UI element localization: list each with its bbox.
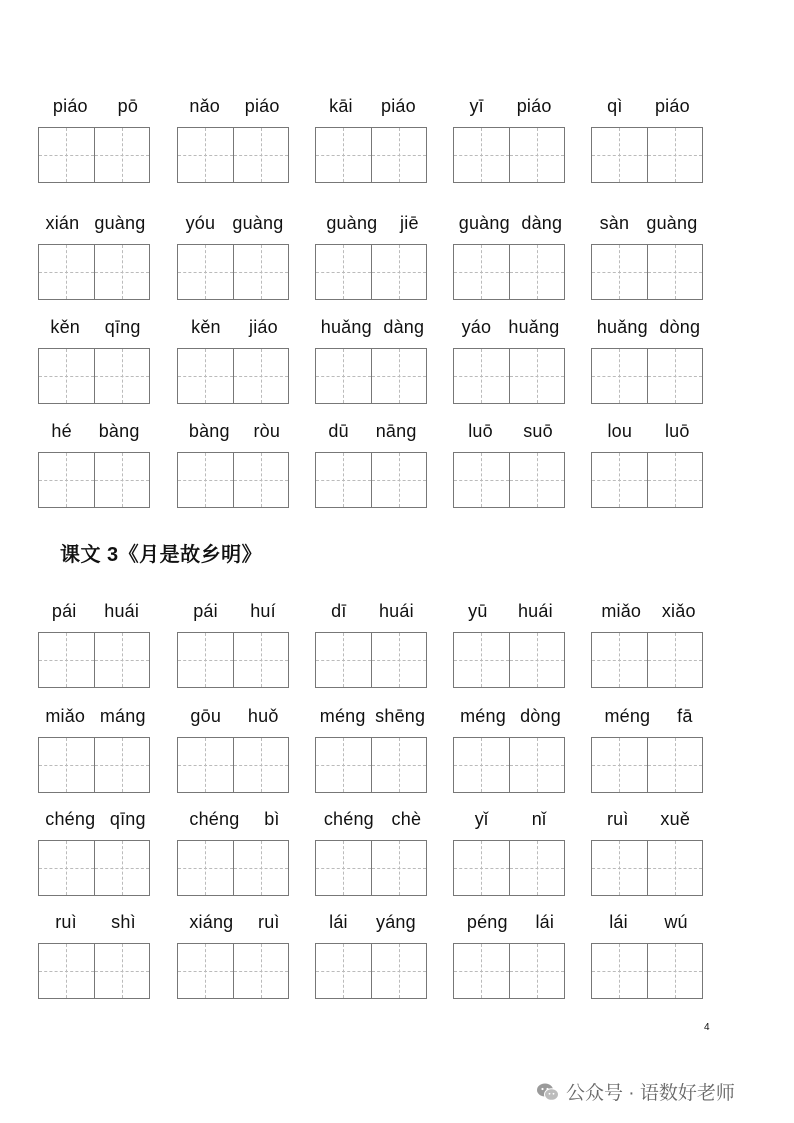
word-cell [591, 598, 706, 688]
tianzige-square[interactable] [509, 245, 565, 299]
pinyin-syllable: huái [378, 600, 414, 621]
pinyin-label [177, 598, 292, 624]
word-cell [591, 93, 706, 183]
pinyin-syllable: chè [391, 808, 422, 829]
tianzige-square[interactable] [509, 128, 565, 182]
pinyin-label [38, 93, 153, 119]
pinyin-syllable: bàng [98, 420, 140, 441]
worksheet-row [0, 418, 794, 508]
tianzige-square[interactable] [454, 128, 509, 182]
pinyin-syllable: máng [99, 705, 146, 726]
tianzige-square[interactable] [178, 453, 233, 507]
word-cell [591, 806, 706, 896]
writing-box[interactable] [177, 632, 289, 688]
tianzige-square[interactable] [316, 841, 371, 895]
tianzige-square[interactable] [316, 453, 371, 507]
pinyin-syllable: huái [104, 600, 140, 621]
word-cell [591, 418, 706, 508]
word-cell [453, 598, 568, 688]
word-cell [315, 598, 430, 688]
pinyin-syllable: sàn [599, 212, 630, 233]
pinyin-label [177, 93, 292, 119]
tianzige-square[interactable] [94, 128, 150, 182]
worksheet-row [0, 909, 794, 999]
tianzige-square[interactable] [94, 944, 150, 998]
pinyin-syllable: shì [111, 911, 136, 932]
tianzige-square[interactable] [647, 128, 703, 182]
pinyin-label [591, 703, 706, 729]
word-cell [177, 93, 292, 183]
pinyin-syllable: piáo [244, 95, 280, 116]
tianzige-square[interactable] [39, 841, 94, 895]
writing-box[interactable] [591, 452, 703, 508]
section-title: 课文 3《月是故乡明》 [60, 544, 263, 566]
pinyin-syllable: xián [45, 212, 80, 233]
word-cell [177, 703, 292, 793]
tianzige-square[interactable] [233, 633, 289, 687]
writing-box[interactable] [453, 452, 565, 508]
pinyin-syllable: nāng [375, 420, 417, 441]
word-cell [177, 598, 292, 688]
writing-box[interactable] [591, 127, 703, 183]
word-cell [177, 314, 292, 404]
tianzige-square[interactable] [371, 453, 427, 507]
tianzige-square[interactable] [454, 349, 509, 403]
tianzige-square[interactable] [233, 128, 289, 182]
pinyin-syllable: ruì [258, 911, 280, 932]
pinyin-syllable: huǎng [508, 316, 560, 337]
word-cell [177, 418, 292, 508]
writing-box[interactable] [177, 943, 289, 999]
writing-box[interactable] [177, 348, 289, 404]
tianzige-square[interactable] [39, 128, 94, 182]
pinyin-syllable: dū [328, 420, 349, 441]
pinyin-syllable: yóu [185, 212, 216, 233]
writing-box[interactable] [315, 840, 427, 896]
word-cell [453, 210, 568, 300]
pinyin-syllable: kěn [191, 316, 221, 337]
word-cell [453, 909, 568, 999]
pinyin-syllable: guàng [94, 212, 146, 233]
pinyin-label [315, 418, 430, 444]
pinyin-syllable: guàng [646, 212, 698, 233]
tianzige-square[interactable] [178, 245, 233, 299]
pinyin-syllable: dàng [521, 212, 563, 233]
pinyin-syllable: xuě [660, 808, 691, 829]
tianzige-square[interactable] [509, 944, 565, 998]
word-cell [591, 909, 706, 999]
writing-box[interactable] [38, 127, 150, 183]
pinyin-syllable: guàng [326, 212, 378, 233]
pinyin-syllable: lái [535, 911, 555, 932]
pinyin-label [38, 806, 153, 832]
word-cell [38, 314, 153, 404]
pinyin-syllable: yū [468, 600, 488, 621]
writing-box[interactable] [591, 840, 703, 896]
pinyin-label [38, 314, 153, 340]
pinyin-label [591, 93, 706, 119]
writing-box[interactable] [38, 943, 150, 999]
tianzige-square[interactable] [647, 245, 703, 299]
pinyin-syllable: kāi [329, 95, 353, 116]
worksheet-row [0, 703, 794, 793]
pinyin-label [591, 210, 706, 236]
writing-box[interactable] [315, 127, 427, 183]
pinyin-syllable: ruì [55, 911, 77, 932]
pinyin-syllable: piáo [516, 95, 552, 116]
word-cell [591, 210, 706, 300]
pinyin-syllable: méng [319, 705, 366, 726]
tianzige-square[interactable] [647, 944, 703, 998]
word-cell [38, 418, 153, 508]
pinyin-syllable: pō [117, 95, 139, 116]
tianzige-square[interactable] [94, 245, 150, 299]
pinyin-syllable: chéng [189, 808, 240, 829]
pinyin-label [38, 210, 153, 236]
tianzige-square[interactable] [647, 453, 703, 507]
pinyin-label [315, 703, 430, 729]
tianzige-square[interactable] [509, 841, 565, 895]
tianzige-square[interactable] [316, 944, 371, 998]
writing-box[interactable] [177, 737, 289, 793]
tianzige-square[interactable] [233, 453, 289, 507]
tianzige-square[interactable] [592, 738, 647, 792]
tianzige-square[interactable] [233, 349, 289, 403]
worksheet-row [0, 93, 794, 183]
writing-box[interactable] [453, 943, 565, 999]
pinyin-label [453, 314, 568, 340]
writing-box[interactable] [591, 737, 703, 793]
writing-box[interactable] [315, 943, 427, 999]
tianzige-square[interactable] [233, 738, 289, 792]
tianzige-square[interactable] [509, 738, 565, 792]
pinyin-syllable: xiǎo [661, 600, 696, 621]
pinyin-syllable: suō [523, 420, 553, 441]
writing-box[interactable] [38, 737, 150, 793]
tianzige-square[interactable] [371, 349, 427, 403]
pinyin-syllable: luō [664, 420, 690, 441]
pinyin-syllable: bì [264, 808, 280, 829]
pinyin-syllable: jiáo [249, 316, 278, 337]
tianzige-square[interactable] [39, 738, 94, 792]
writing-box[interactable] [453, 632, 565, 688]
pinyin-syllable: nǎo [189, 95, 221, 116]
writing-box[interactable] [38, 348, 150, 404]
pinyin-syllable: lái [609, 911, 628, 932]
footer-text: 公众号 · 语数好老师 [566, 1083, 735, 1104]
writing-box[interactable] [177, 244, 289, 300]
tianzige-square[interactable] [647, 841, 703, 895]
pinyin-label [38, 418, 153, 444]
tianzige-square[interactable] [178, 349, 233, 403]
tianzige-square[interactable] [371, 245, 427, 299]
tianzige-square[interactable] [371, 633, 427, 687]
writing-box[interactable] [453, 840, 565, 896]
pinyin-syllable: kěn [50, 316, 80, 337]
tianzige-square[interactable] [592, 128, 647, 182]
tianzige-square[interactable] [509, 633, 565, 687]
worksheet-row [0, 806, 794, 896]
tianzige-square[interactable] [316, 349, 371, 403]
tianzige-square[interactable] [647, 349, 703, 403]
pinyin-label [315, 598, 430, 624]
tianzige-square[interactable] [316, 128, 371, 182]
word-cell [38, 909, 153, 999]
word-cell [38, 93, 153, 183]
tianzige-square[interactable] [233, 841, 289, 895]
pinyin-syllable: méng [604, 705, 651, 726]
tianzige-square[interactable] [371, 128, 427, 182]
word-cell [453, 314, 568, 404]
word-cell [38, 806, 153, 896]
pinyin-syllable: piáo [52, 95, 88, 116]
pinyin-syllable: lái [329, 911, 348, 932]
pinyin-label [177, 418, 292, 444]
word-cell [315, 703, 430, 793]
writing-box[interactable] [177, 127, 289, 183]
tianzige-square[interactable] [592, 245, 647, 299]
pinyin-label [315, 210, 430, 236]
pinyin-label [38, 598, 153, 624]
writing-box[interactable] [315, 632, 427, 688]
tianzige-square[interactable] [316, 738, 371, 792]
tianzige-square[interactable] [94, 349, 150, 403]
word-cell [453, 806, 568, 896]
tianzige-square[interactable] [454, 453, 509, 507]
pinyin-label [177, 909, 292, 935]
pinyin-syllable: jiē [400, 212, 419, 233]
pinyin-syllable: yǐ [474, 808, 489, 829]
pinyin-syllable: yáo [461, 316, 492, 337]
pinyin-label [591, 314, 706, 340]
tianzige-square[interactable] [647, 633, 703, 687]
pinyin-syllable: fā [677, 705, 693, 726]
tianzige-square[interactable] [316, 245, 371, 299]
tianzige-square[interactable] [233, 245, 289, 299]
worksheet-row [0, 598, 794, 688]
tianzige-square[interactable] [454, 245, 509, 299]
writing-box[interactable] [38, 840, 150, 896]
word-cell [38, 210, 153, 300]
pinyin-syllable: qì [607, 95, 623, 116]
word-cell [315, 314, 430, 404]
word-cell [453, 93, 568, 183]
pinyin-label [315, 806, 430, 832]
pinyin-label [453, 93, 568, 119]
pinyin-syllable: chéng [323, 808, 374, 829]
word-cell [591, 703, 706, 793]
word-cell [177, 210, 292, 300]
tianzige-square[interactable] [592, 633, 647, 687]
pinyin-syllable: yī [469, 95, 484, 116]
tianzige-square[interactable] [509, 453, 565, 507]
pinyin-syllable: yáng [376, 911, 416, 932]
word-cell [453, 703, 568, 793]
pinyin-syllable: luō [468, 420, 493, 441]
tianzige-square[interactable] [94, 738, 150, 792]
writing-box[interactable] [453, 737, 565, 793]
tianzige-square[interactable] [454, 841, 509, 895]
tianzige-square[interactable] [178, 738, 233, 792]
writing-box[interactable] [315, 244, 427, 300]
pinyin-syllable: dàng [383, 316, 425, 337]
word-cell [453, 418, 568, 508]
pinyin-label [453, 703, 568, 729]
tianzige-square[interactable] [178, 841, 233, 895]
writing-box[interactable] [453, 244, 565, 300]
pinyin-label [315, 909, 430, 935]
pinyin-label [453, 909, 568, 935]
tianzige-square[interactable] [39, 349, 94, 403]
tianzige-square[interactable] [233, 944, 289, 998]
writing-box[interactable] [591, 348, 703, 404]
pinyin-syllable: huǒ [247, 705, 279, 726]
tianzige-square[interactable] [592, 841, 647, 895]
wechat-icon [536, 1081, 560, 1103]
tianzige-square[interactable] [178, 944, 233, 998]
tianzige-square[interactable] [178, 633, 233, 687]
pinyin-syllable: nǐ [531, 808, 547, 829]
word-cell [315, 210, 430, 300]
footer [536, 1078, 735, 1105]
pinyin-label [453, 418, 568, 444]
pinyin-label [453, 598, 568, 624]
word-cell [177, 909, 292, 999]
pinyin-syllable: miǎo [45, 705, 86, 726]
word-cell [315, 93, 430, 183]
pinyin-syllable: huí [250, 600, 276, 621]
tianzige-square[interactable] [39, 633, 94, 687]
tianzige-square[interactable] [647, 738, 703, 792]
word-cell [315, 806, 430, 896]
tianzige-square[interactable] [592, 944, 647, 998]
tianzige-square[interactable] [454, 944, 509, 998]
writing-box[interactable] [315, 348, 427, 404]
tianzige-square[interactable] [39, 245, 94, 299]
pinyin-syllable: dī [331, 600, 347, 621]
tianzige-square[interactable] [39, 944, 94, 998]
pinyin-syllable: miǎo [601, 600, 642, 621]
pinyin-label [38, 703, 153, 729]
writing-box[interactable] [38, 452, 150, 508]
pinyin-syllable: lou [607, 420, 633, 441]
pinyin-label [315, 314, 430, 340]
pinyin-syllable: ròu [253, 420, 281, 441]
word-cell [38, 703, 153, 793]
tianzige-square[interactable] [454, 738, 509, 792]
tianzige-square[interactable] [371, 841, 427, 895]
pinyin-label [177, 210, 292, 236]
pinyin-syllable: méng [460, 705, 506, 726]
pinyin-label [177, 314, 292, 340]
pinyin-syllable: xiáng [189, 911, 234, 932]
pinyin-syllable: pái [51, 600, 77, 621]
tianzige-square[interactable] [94, 841, 150, 895]
tianzige-square[interactable] [94, 633, 150, 687]
pinyin-label [177, 703, 292, 729]
pinyin-label [591, 806, 706, 832]
pinyin-syllable: ruì [606, 808, 629, 829]
word-cell [38, 598, 153, 688]
pinyin-syllable: huǎng [596, 316, 648, 337]
pinyin-syllable: piáo [381, 95, 416, 116]
pinyin-label [38, 909, 153, 935]
worksheet-row [0, 210, 794, 300]
tianzige-square[interactable] [509, 349, 565, 403]
writing-box[interactable] [38, 632, 150, 688]
pinyin-syllable: shēng [375, 705, 426, 726]
pinyin-syllable: dòng [659, 316, 701, 337]
writing-box[interactable] [453, 127, 565, 183]
word-cell [315, 909, 430, 999]
pinyin-syllable: guàng [458, 212, 510, 233]
pinyin-label [591, 598, 706, 624]
writing-box[interactable] [177, 452, 289, 508]
writing-box[interactable] [315, 737, 427, 793]
tianzige-square[interactable] [94, 453, 150, 507]
pinyin-syllable: qīng [104, 316, 141, 337]
pinyin-label [453, 210, 568, 236]
pinyin-label [591, 909, 706, 935]
pinyin-label [591, 418, 706, 444]
pinyin-syllable: dòng [520, 705, 561, 726]
writing-box[interactable] [591, 943, 703, 999]
pinyin-syllable: piáo [654, 95, 690, 116]
pinyin-syllable: guàng [232, 212, 284, 233]
page-number: 4 [704, 1022, 710, 1033]
pinyin-syllable: chéng [45, 808, 96, 829]
pinyin-syllable: bàng [188, 420, 230, 441]
worksheet-row [0, 314, 794, 404]
writing-box[interactable] [453, 348, 565, 404]
tianzige-square[interactable] [316, 633, 371, 687]
pinyin-syllable: huái [517, 600, 553, 621]
writing-box[interactable] [38, 244, 150, 300]
pinyin-syllable: huǎng [320, 316, 372, 337]
pinyin-label [177, 806, 292, 832]
pinyin-syllable: péng [466, 911, 508, 932]
writing-box[interactable] [591, 244, 703, 300]
writing-box[interactable] [177, 840, 289, 896]
tianzige-square[interactable] [178, 128, 233, 182]
pinyin-syllable: qīng [109, 808, 146, 829]
pinyin-syllable: hé [51, 420, 72, 441]
tianzige-square[interactable] [454, 633, 509, 687]
pinyin-label [453, 806, 568, 832]
pinyin-syllable: pái [193, 600, 218, 621]
word-cell [591, 314, 706, 404]
word-cell [177, 806, 292, 896]
tianzige-square[interactable] [39, 453, 94, 507]
tianzige-square[interactable] [371, 944, 427, 998]
tianzige-square[interactable] [592, 453, 647, 507]
pinyin-label [315, 93, 430, 119]
tianzige-square[interactable] [592, 349, 647, 403]
word-cell [315, 418, 430, 508]
pinyin-syllable: gōu [190, 705, 222, 726]
writing-box[interactable] [315, 452, 427, 508]
writing-box[interactable] [591, 632, 703, 688]
tianzige-square[interactable] [371, 738, 427, 792]
pinyin-syllable: wú [664, 911, 688, 932]
